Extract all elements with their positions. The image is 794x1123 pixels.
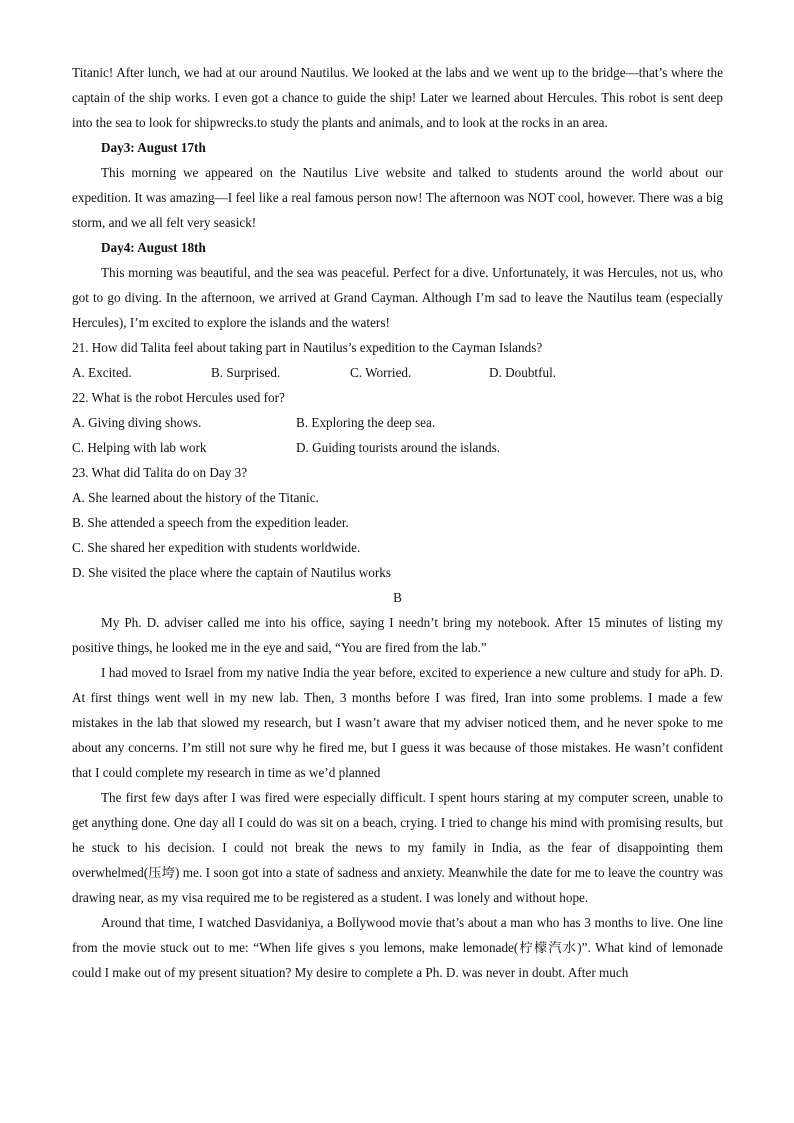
question-21-options [72,360,723,385]
option-21-a: A. Excited. [72,365,132,380]
question-22-stem: 22. What is the robot Hercules used for? [72,390,285,405]
passage-b-paragraph-2: I had moved to Israel from my native India the year before, excited to experience a new culture and study for aPh. D. At first things went well in my new lab. Then, 3 months before I was fired, Iran into some problems. I made a few mistakes in the lab that slowed my research, but I wasn’t aware that my adviser noticed them, and he never spoke to me about any concerns. I’m still not sure why he fired me, but I guess it was because of those mistakes. He wasn’t confident that I could complete my research in time as we’d planned [72,665,723,780]
option-23-a: A. She learned about the history of the Titanic. [72,490,319,505]
option-21-c: C. Worried. [350,365,412,380]
question-22-options-row-2 [72,435,723,460]
question-22-options-row-1 [72,410,723,435]
option-21-d: D. Doubtful. [489,365,557,380]
option-23-b: B. She attended a speech from the expedition leader. [72,515,349,530]
passage-b-paragraph-1: My Ph. D. adviser called me into his office, saying I needn’t bring my notebook. After 15 minutes of listing my positive things, he looked me in the eye and said, “You are fired from the lab.” [72,615,723,655]
passage-b-paragraph-4: Around that time, I watched Dasvidaniya, a Bollywood movie that’s about a man who has 3 months to live. One line from the movie stuck out to me: “When life gives s you lemons, make lemonade(柠檬汽水)”. What kind of lemonade could I make out of my present situation? My desire to complete a Ph. D. was never in doubt. After much [72,915,723,980]
question-23-stem: 23. What did Talita do on Day 3? [72,465,248,480]
option-22-d: D. Guiding tourists around the islands. [296,440,501,455]
passage-a-intro-paragraph: Titanic! After lunch, we had at our around Nautilus. We looked at the labs and we went up to the bridge—that’s where the captain of the ship works. I even got a chance to guide the ship! Later we learned about Hercules. This robot is sent deep into the sea to look for shipwrecks.to study the plants and animals, and to look at the rocks in an area. [72,65,723,130]
day3-paragraph: This morning we appeared on the Nautilus Live website and talked to students around the world about our expedition. It was amazing—I feel like a real famous person now! The afternoon was NOT cool, however. There was a big storm, and we all felt very seasick! [72,165,723,230]
question-21-stem: 21. How did Talita feel about taking part in Nautilus’s expedition to the Cayman Islands? [72,340,543,355]
passage-b-paragraph-3: The first few days after I was fired were especially difficult. I spent hours staring at my computer screen, unable to get anything done. One day all I could do was sit on a beach, crying. I tried to change his mind with promising results, but he stuck to his decision. I could not break the news to my family in India, as the fear of disappointing them overwhelmed(压垮) me. I soon got into a state of sadness and anxiety. Meanwhile the date for me to leave the country was drawing near, as my visa required me to be registered as a student. I was lonely and without hope. [72,790,723,905]
day3-heading: Day3: August 17th [101,140,206,155]
option-21-b: B. Surprised. [211,365,281,380]
option-22-c: C. Helping with lab work [72,440,207,455]
day4-heading: Day4: August 18th [101,240,206,255]
option-22-a: A. Giving diving shows. [72,415,202,430]
option-22-b: B. Exploring the deep sea. [296,415,436,430]
option-23-c: C. She shared her expedition with students worldwide. [72,540,361,555]
option-23-d: D. She visited the place where the captain of Nautilus works [72,565,391,580]
exam-page [72,60,723,985]
section-letter-b: B [393,590,402,605]
day4-paragraph: This morning was beautiful, and the sea was peaceful. Perfect for a dive. Unfortunately, it was Hercules, not us, who got to go diving. In the afternoon, we arrived at Grand Cayman. Although I’m sad to leave the Nautilus team (especially Hercules), I’m excited to explore the islands and the waters! [72,265,723,330]
